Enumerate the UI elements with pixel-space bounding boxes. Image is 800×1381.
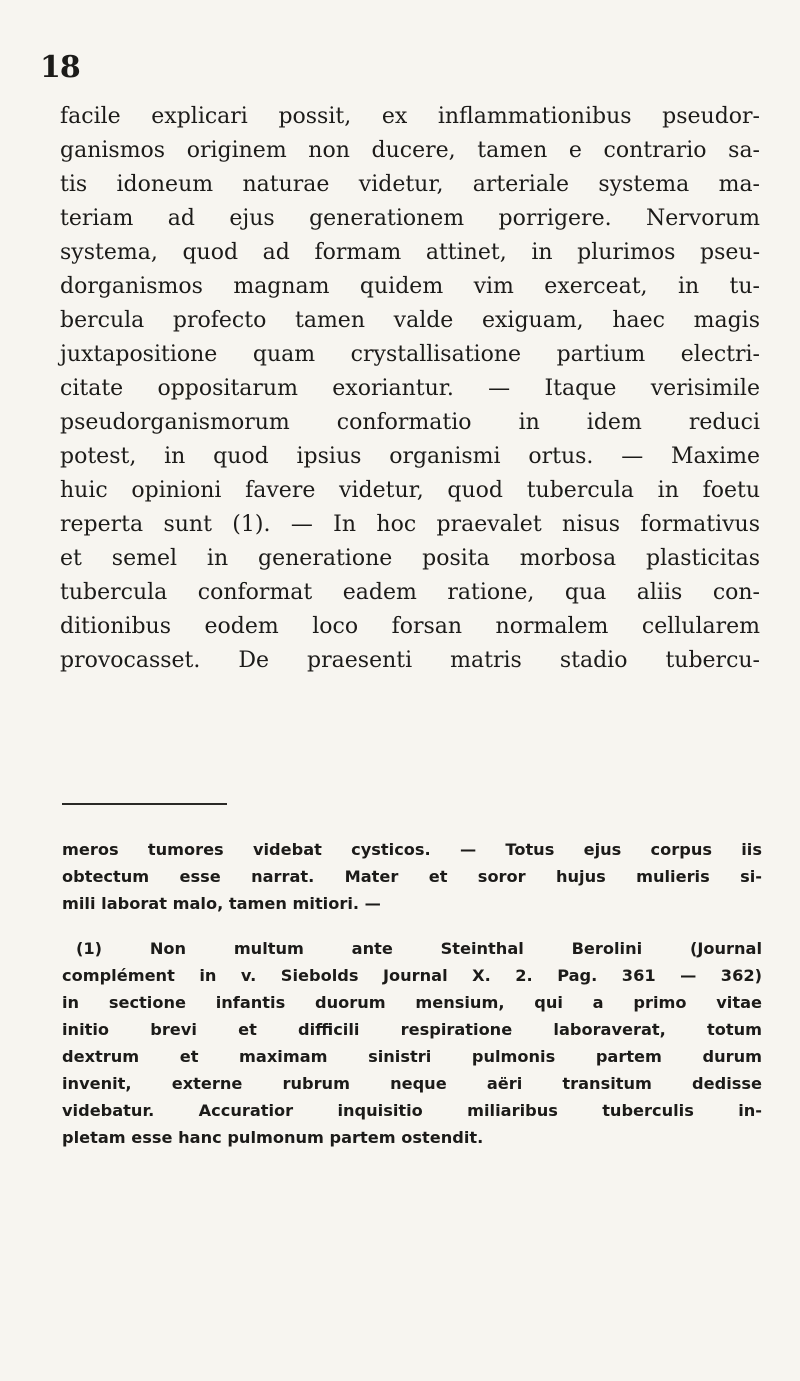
- footnotes: [62, 836, 762, 1151]
- footnote-line: pletam esse hanc pulmonum partem ostendit.: [62, 1128, 484, 1147]
- text-line: juxtapositione quam crystallisatione partium electri-: [60, 342, 760, 367]
- text-line: tis idoneum naturae videtur, arteriale systema ma-: [60, 172, 760, 197]
- footnote-line: initio brevi et difficili respiratione laboraverat, totum: [62, 1020, 762, 1039]
- footnote-line: complément in v. Siebolds Journal X. 2. Pag. 361 — 362): [62, 966, 762, 985]
- text-line: teriam ad ejus generationem porrigere. Nervorum: [60, 206, 760, 231]
- page-number: 18: [40, 50, 80, 85]
- text-line: ganismos originem non ducere, tamen e contrario sa-: [60, 138, 760, 163]
- text-line: facile explicari possit, ex inflammationibus pseudor-: [60, 104, 760, 129]
- footnote-line: obtectum esse narrat. Mater et soror hujus mulieris si-: [62, 867, 762, 886]
- footnote-line: meros tumores videbat cysticos. — Totus ejus corpus iis: [62, 840, 762, 859]
- text-line: systema, quod ad formam attinet, in plurimos pseu-: [60, 240, 760, 265]
- text-line: pseudorganismorum conformatio in idem reduci: [60, 410, 760, 435]
- text-line: tubercula conformat eadem ratione, qua aliis con-: [60, 580, 760, 605]
- text-line: et semel in generatione posita morbosa plasticitas: [60, 546, 760, 571]
- footnote-line: in sectione infantis duorum mensium, qui a primo vitae: [62, 993, 762, 1012]
- footnote-divider: [62, 803, 227, 805]
- footnote-line: videbatur. Accuratior inquisitio miliaribus tuberculis in-: [62, 1101, 762, 1120]
- text-line: huic opinioni favere videtur, quod tubercula in foetu: [60, 478, 760, 503]
- footnote-spacer: [62, 917, 762, 935]
- text-line: citate oppositarum exoriantur. — Itaque verisimile: [60, 376, 760, 401]
- text-line: reperta sunt (1). — In hoc praevalet nisus formativus: [60, 512, 760, 537]
- text-line: potest, in quod ipsius organismi ortus. — Maxime: [60, 444, 760, 469]
- text-line: dorganismos magnam quidem vim exerceat, in tu-: [60, 274, 760, 299]
- footnote-line: (1) Non multum ante Steinthal Berolini (Journal: [76, 939, 762, 958]
- footnote-line: invenit, externe rubrum neque aëri transitum dedisse: [62, 1074, 762, 1093]
- footnote-line: mili laborat malo, tamen mitiori. —: [62, 894, 381, 913]
- text-line: bercula profecto tamen valde exiguam, haec magis: [60, 308, 760, 333]
- footnote-line: dextrum et maximam sinistri pulmonis partem durum: [62, 1047, 762, 1066]
- text-line: ditionibus eodem loco forsan normalem cellularem: [60, 614, 760, 639]
- main-text: [60, 100, 760, 678]
- text-line: provocasset. De praesenti matris stadio tubercu-: [60, 648, 760, 673]
